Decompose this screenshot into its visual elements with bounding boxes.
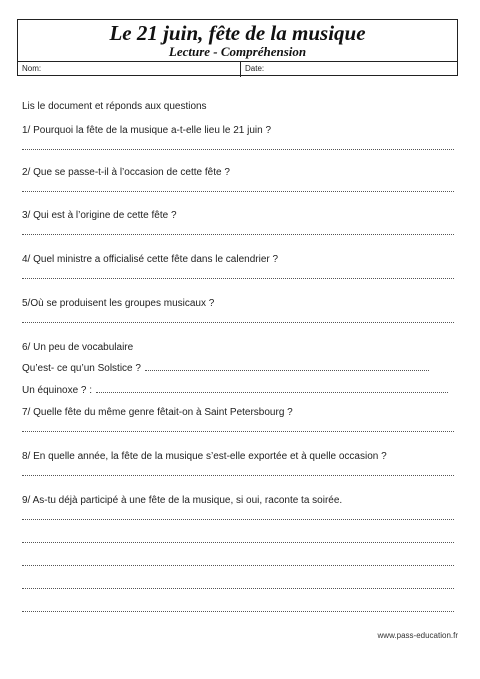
answer-line — [22, 587, 454, 589]
question-4: 4/ Quel ministre a officialisé cette fête dans le calendrier ? — [22, 254, 279, 265]
question-3: 3/ Qui est à l’origine de cette fête ? — [22, 210, 177, 221]
answer-line — [22, 518, 454, 520]
worksheet-title: Le 21 juin, fête de la musique — [109, 21, 366, 45]
worksheet-header — [17, 19, 458, 76]
vocab-solstice-row — [22, 362, 429, 375]
answer-line — [22, 233, 454, 235]
question-1: 1/ Pourquoi la fête de la musique a-t-elle lieu le 21 juin ? — [22, 125, 272, 136]
instructions: Lis le document et réponds aux questions — [22, 101, 207, 112]
name-date-row — [18, 61, 457, 77]
name-field-label: Nom: — [22, 64, 42, 73]
vocab-solstice-prompt: Qu’est- ce qu’un Solstice ? — [22, 363, 141, 374]
answer-line — [22, 430, 454, 432]
question-9: 9/ As-tu déjà participé à une fête de la musique, si oui, raconte ta soirée. — [22, 495, 343, 506]
answer-line — [145, 362, 429, 371]
question-5: 5/Où se produisent les groupes musicaux ? — [22, 298, 215, 309]
answer-line — [22, 474, 454, 476]
vocab-equinoxe-row — [22, 384, 448, 397]
answer-line — [22, 148, 454, 150]
question-7: 7/ Quelle fête du même genre fêtait-on à Saint Petersbourg ? — [22, 407, 293, 418]
footer-website: www.pass-education.fr — [377, 631, 458, 640]
answer-line — [22, 190, 454, 192]
answer-line — [22, 610, 454, 612]
worksheet-subtitle: Lecture - Compréhension — [168, 44, 307, 59]
date-field-label: Date: — [245, 64, 265, 73]
vocab-equinoxe-prompt: Un équinoxe ? : — [22, 385, 93, 396]
question-6: 6/ Un peu de vocabulaire — [22, 342, 134, 353]
answer-line — [22, 321, 454, 323]
answer-line — [22, 277, 454, 279]
answer-line — [96, 384, 448, 393]
name-date-divider — [240, 62, 241, 77]
question-8: 8/ En quelle année, la fête de la musique s’est-elle exportée et à quelle occasion ? — [22, 451, 387, 462]
answer-line — [22, 541, 454, 543]
question-2: 2/ Que se passe-t-il à l’occasion de cette fête ? — [22, 167, 230, 178]
answer-line — [22, 564, 454, 566]
